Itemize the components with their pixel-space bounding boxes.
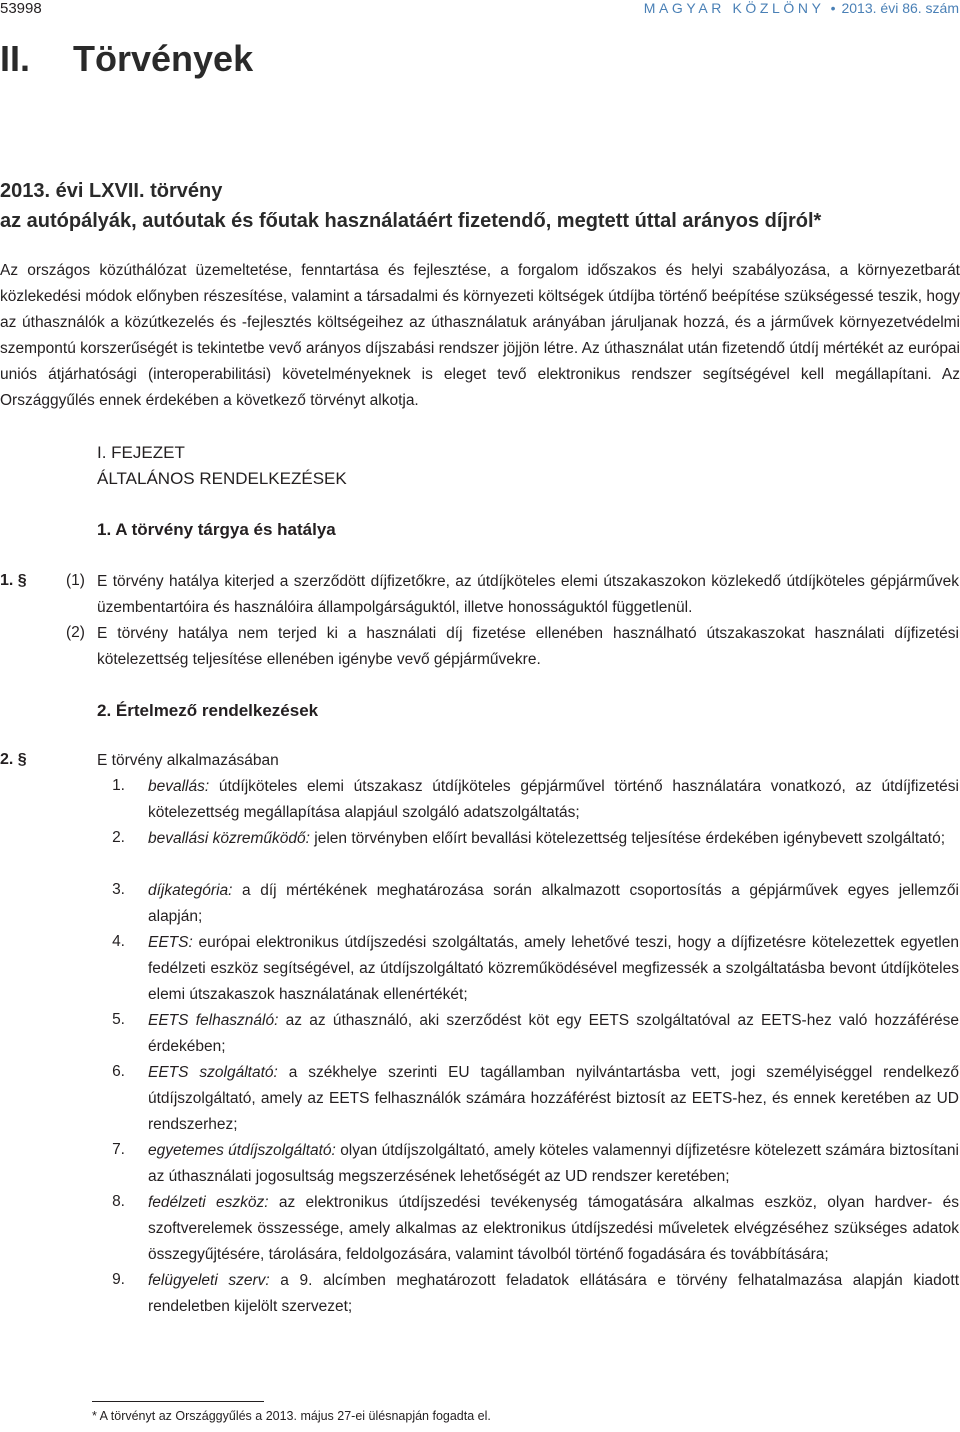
- definition-number: 7.: [112, 1141, 125, 1158]
- definition-number: 9.: [112, 1271, 125, 1288]
- definition-number: 1.: [112, 777, 125, 794]
- law-number: 2013. évi LXVII. törvény: [0, 180, 223, 202]
- definition-item: [148, 826, 959, 852]
- definition-item: [148, 1190, 959, 1268]
- law-title-block: [0, 176, 821, 236]
- chapter-title: ÁLTALÁNOS RENDELKEZÉSEK: [97, 469, 347, 488]
- definition-term: felügyeleti szerv:: [148, 1272, 270, 1289]
- definition-term: fedélzeti eszköz:: [148, 1194, 269, 1211]
- definition-item: [148, 774, 959, 826]
- definition-text: olyan útdíjszolgáltató, amely köteles valamennyi díjfizetésre kötelezett számára biztosítani az úthasználati jogosultság megszerzésének lehetőségét az UD rendszer keretében;: [148, 1142, 959, 1185]
- section-2-intro: E törvény alkalmazásában: [97, 752, 279, 769]
- definition-text: az elektronikus útdíjszedési tevékenység támogatására alkalmas eszköz, olyan hardver- és szoftverelemek összessége, amely alkalmas az elektronikus útdíjszedési műveletek elvégzéséhez szükséges adatok összegyűjtésére, tárolására, feldolgozására, valamint távolból történő fogadására és továbbítására;: [148, 1194, 959, 1263]
- definition-text: útdíjköteles elemi útszakasz útdíjköteles gépjárművel történő használatára vonatkozó, az útdíjfizetési kötelezettség megállapítása alapjául szolgáló adatszolgáltatás;: [148, 778, 959, 821]
- definition-term: bevallási közreműködő:: [148, 830, 310, 847]
- definition-number: 5.: [112, 1011, 125, 1028]
- definition-term: egyetemes útdíjszolgáltató:: [148, 1142, 336, 1159]
- definition-item: [148, 1008, 959, 1060]
- definition-item: [148, 1138, 959, 1190]
- section-2-number: 2. §: [0, 751, 27, 768]
- definition-number: 2.: [112, 829, 125, 846]
- definition-text: az az úthasználó, aki szerződést köt egy EETS szolgáltatóval az EETS-hez való hozzáférése érdekében;: [148, 1012, 960, 1055]
- definition-number: 3.: [112, 881, 125, 898]
- subtitle-1: 1. A törvény tárgya és hatálya: [97, 520, 336, 539]
- definition-term: bevallás:: [148, 778, 210, 795]
- definition-item: [148, 878, 959, 930]
- paragraph-number: (1): [66, 572, 85, 589]
- footnote: * A törvényt az Országgyűlés a 2013. május 27-ei ülésnapján fogadta el.: [92, 1409, 491, 1423]
- definition-number: 6.: [112, 1063, 125, 1080]
- definition-term: EETS:: [148, 934, 193, 951]
- definition-term: EETS felhasználó:: [148, 1012, 279, 1029]
- definition-text: a 9. alcímben meghatározott feladatok ellátására e törvény felhatalmazása alapján kiadott rendeletben kijelölt szervezet;: [148, 1272, 959, 1315]
- section-roman-numeral: II.: [0, 38, 31, 79]
- page-number: 53998: [0, 0, 42, 17]
- section-heading: [0, 38, 253, 80]
- definition-item: [148, 1268, 959, 1320]
- section-title: Törvények: [73, 38, 254, 79]
- section-1-number: 1. §: [0, 572, 27, 589]
- definition-text: európai elektronikus útdíjszedési szolgáltatás, amely lehetővé teszi, hogy a díjfizetésre kötelezettek egyetlen fedélzeti eszköz segítségével, az útdíjszolgáltató közreműködésével megfizessék a szolgáltatásba bevont útdíjköteles elemi útszakaszok használatának ellenértékét;: [148, 934, 959, 1003]
- paragraph-number: (2): [66, 624, 85, 641]
- footnote-divider: [92, 1401, 264, 1402]
- law-subject: az autópályák, autóutak és főutak használatáért fizetendő, megtett úttal arányos díjról*: [0, 210, 822, 232]
- definition-number: 8.: [112, 1193, 125, 1210]
- preamble: Az országos közúthálózat üzemeltetése, fenntartása és fejlesztése, a forgalom időszakos és helyi szabályozása, a környezetbarát közlekedési módok előnyben részesítése, valamint a társadalmi és környezeti költségek útdíjba történő beépítése szükségessé teszik, hogy az úthasználók a közútkezelés és -fejlesztés költségeihez az úthasználatuk arányában járuljanak hozzá, és a járművek környezetvédelmi szempontú korszerűségét is tekintetbe vevő arányos díjszabási rendszer jöjjön létre. Az úthasználat után fizetendő útdíj mértékét az európai uniós átjárhatósági (interoperabilitási) követelményeknek is eleget tevő elektronikus rendszer segítségével kell megállapítani. Az Országgyűlés ennek érdekében a következő törvényt alkotja.: [0, 262, 960, 409]
- definition-text: a székhelye szerinti EU tagállamban nyilvántartásba vett, jogi személyiséggel rendelkező útdíjszolgáltató, amely az EETS felhasználók számára hozzáférést biztosít az EETS-hez, és ennek keretében az UD rendszerhez;: [148, 1064, 959, 1133]
- journal-name: MAGYAR KÖZLÖNY: [643, 0, 825, 16]
- definition-item: [148, 930, 959, 1008]
- paragraph-text: E törvény hatálya nem terjed ki a használati díj fizetése ellenében használható útszakaszokat használati díjfizetési kötelezettség teljesítése ellenében igénybe vevő gépjárművekre.: [97, 625, 959, 668]
- definition-term: díjkategória:: [148, 882, 233, 899]
- bullet-separator: •: [830, 0, 836, 16]
- definition-term: EETS szolgáltató:: [148, 1064, 278, 1081]
- issue-number: 2013. évi 86. szám: [841, 0, 959, 16]
- definition-text: jelen törvényben előírt bevallási kötelezettség teljesítése érdekében igénybevett szolgáltató;: [309, 830, 946, 847]
- subtitle-2: 2. Értelmező rendelkezések: [97, 701, 319, 720]
- definition-text: a díj mértékének meghatározása során alkalmazott csoportosítás a gépjárművek egyes jellemzői alapján;: [148, 882, 959, 925]
- journal-header: [644, 0, 959, 16]
- definition-number: 4.: [112, 933, 125, 950]
- definition-item: [148, 1060, 959, 1138]
- paragraph-text: E törvény hatálya kiterjed a szerződött díjfizetőkre, az útdíjköteles elemi útszakaszokon közlekedő útdíjköteles gépjárművek üzembentartóira és használóira állampolgárságuktól, illetve honosságuktól függetlenül.: [97, 573, 959, 616]
- chapter-number: I. FEJEZET: [97, 443, 185, 462]
